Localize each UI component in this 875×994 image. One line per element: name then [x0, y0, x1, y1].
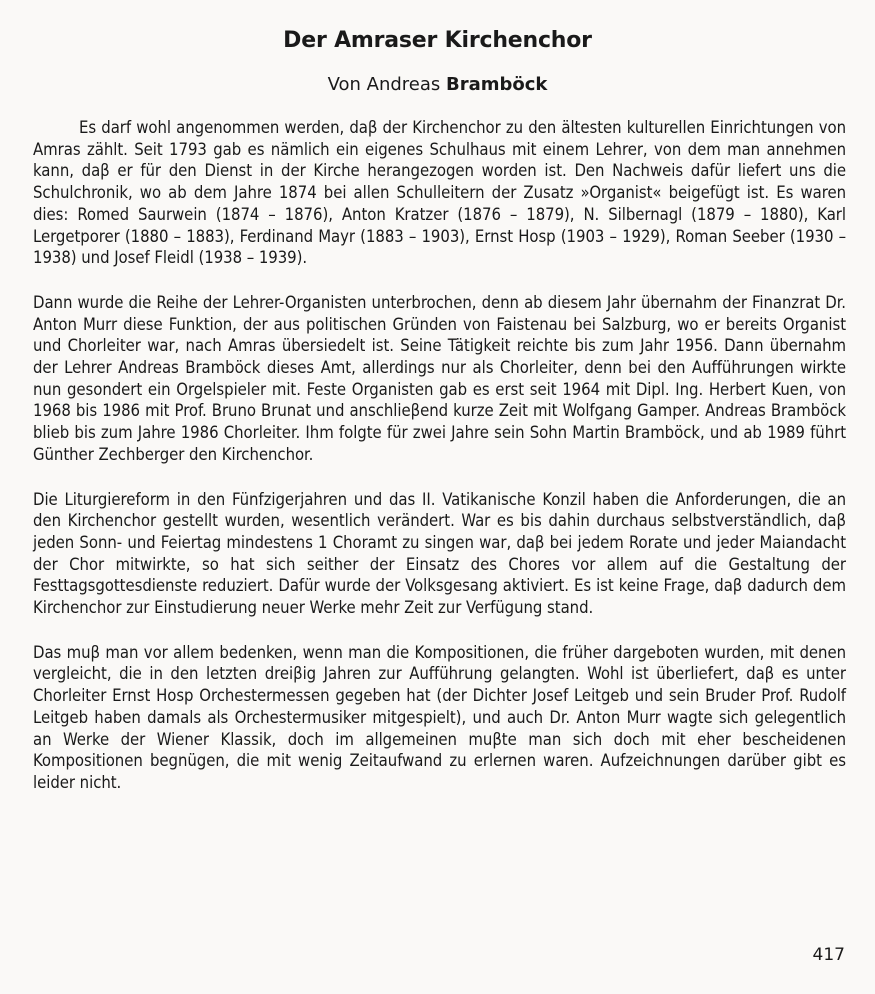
paragraph-2: Dann wurde die Reihe der Lehrer-Organisten unterbrochen, denn ab diesem Jahr übernahm der Finanzrat Dr. Anton Murr diese Funktion, der aus politischen Gründen von Faistenau bei Salzburg, wo er bereits Organist und Chorleiter war, nach Amras übersiedelt ist. Seine Tätigkeit reichte bis zum Jahr 1956. Dann übernahm der Lehrer Andreas Bramböck dieses Amt, allerdings nur als Chorleiter, denn bei den Aufführungen wirkte nun gesondert ein Orgelspieler mit. Feste Organisten gab es erst seit 1964 mit Dipl. Ing. Herbert Kuen, von 1968 bis 1986 mit Prof. Bruno Brunat und anschlieβend kurze Zeit mit Wolfgang Gamper. Andreas Bramböck blieb bis zum Jahre 1986 Chorleiter. Ihm folgte für zwei Jahre sein Sohn Martin Bramböck, und ab 1989 führt Günther Zechberger den Kirchenchor. [33, 292, 846, 464]
byline-author-surname: Bramböck [446, 74, 548, 95]
byline [0, 74, 875, 95]
paragraph-1: Es darf wohl angenommen werden, daβ der Kirchenchor zu den ältesten kulturellen Einrichtungen von Amras zählt. Seit 1793 gab es nämlich ein eigenes Schulhaus mit einem Lehrer, von dem man annehmen kann, daβ er für den Dienst in der Kirche herangezogen worden ist. Den Nachweis dafür liefert uns die Schulchronik, wo ab dem Jahre 1874 bei allen Schulleitern der Zusatz »Organist« beigefügt ist. Es waren dies: Romed Saurwein (1874 – 1876), Anton Kratzer (1876 – 1879), N. Silbernagl (1879 – 1880), Karl Lergetporer (1880 – 1883), Ferdinand Mayr (1883 – 1903), Ernst Hosp (1903 – 1929), Roman Seeber (1930 – 1938) und Josef Fleidl (1938 – 1939). [33, 118, 846, 268]
article-title: Der Amraser Kirchenchor [283, 28, 592, 53]
paragraph-3: Die Liturgiereform in den Fünfzigerjahren und das II. Vatikanische Konzil haben die Anforderungen, die an den Kirchenchor gestellt wurden, wesentlich verändert. War es bis dahin durchaus selbstverständlich, daβ jeden Sonn- und Feiertag mindestens 1 Choramt zu singen war, daβ bei jedem Rorate und jeder Maiandacht der Chor mitwirkte, so hat sich seither der Einsatz des Chores vor allem auf die Gestaltung der Festtagsgottesdienste reduziert. Dafür wurde der Volksgesang aktiviert. Es ist keine Frage, daβ dadurch dem Kirchenchor zur Einstudierung neuer Werke mehr Zeit zur Verfügung stand. [33, 489, 846, 618]
paragraph-4: Das muβ man vor allem bedenken, wenn man die Kompositionen, die früher dargeboten wurden, mit denen vergleicht, die in den letzten dreiβig Jahren zur Aufführung gelangten. Wohl ist überliefert, daβ es unter Chorleiter Ernst Hosp Orchestermessen gegeben hat (der Dichter Josef Leitgeb und sein Bruder Prof. Rudolf Leitgeb haben damals als Orchestermusiker mitgespielt), und auch Dr. Anton Murr wagte sich gelegentlich an Werke der Wiener Klassik, doch im allgemeinen muβte man sich doch mit eher bescheidenen Kompositionen begnügen, die mit wenig Zeitaufwand zu erlernen waren. Aufzeichnungen darüber gibt es leider nicht. [33, 642, 846, 792]
page-number: 417 [812, 945, 845, 965]
byline-prefix: Von Andreas [327, 74, 441, 95]
article-body [33, 117, 846, 817]
